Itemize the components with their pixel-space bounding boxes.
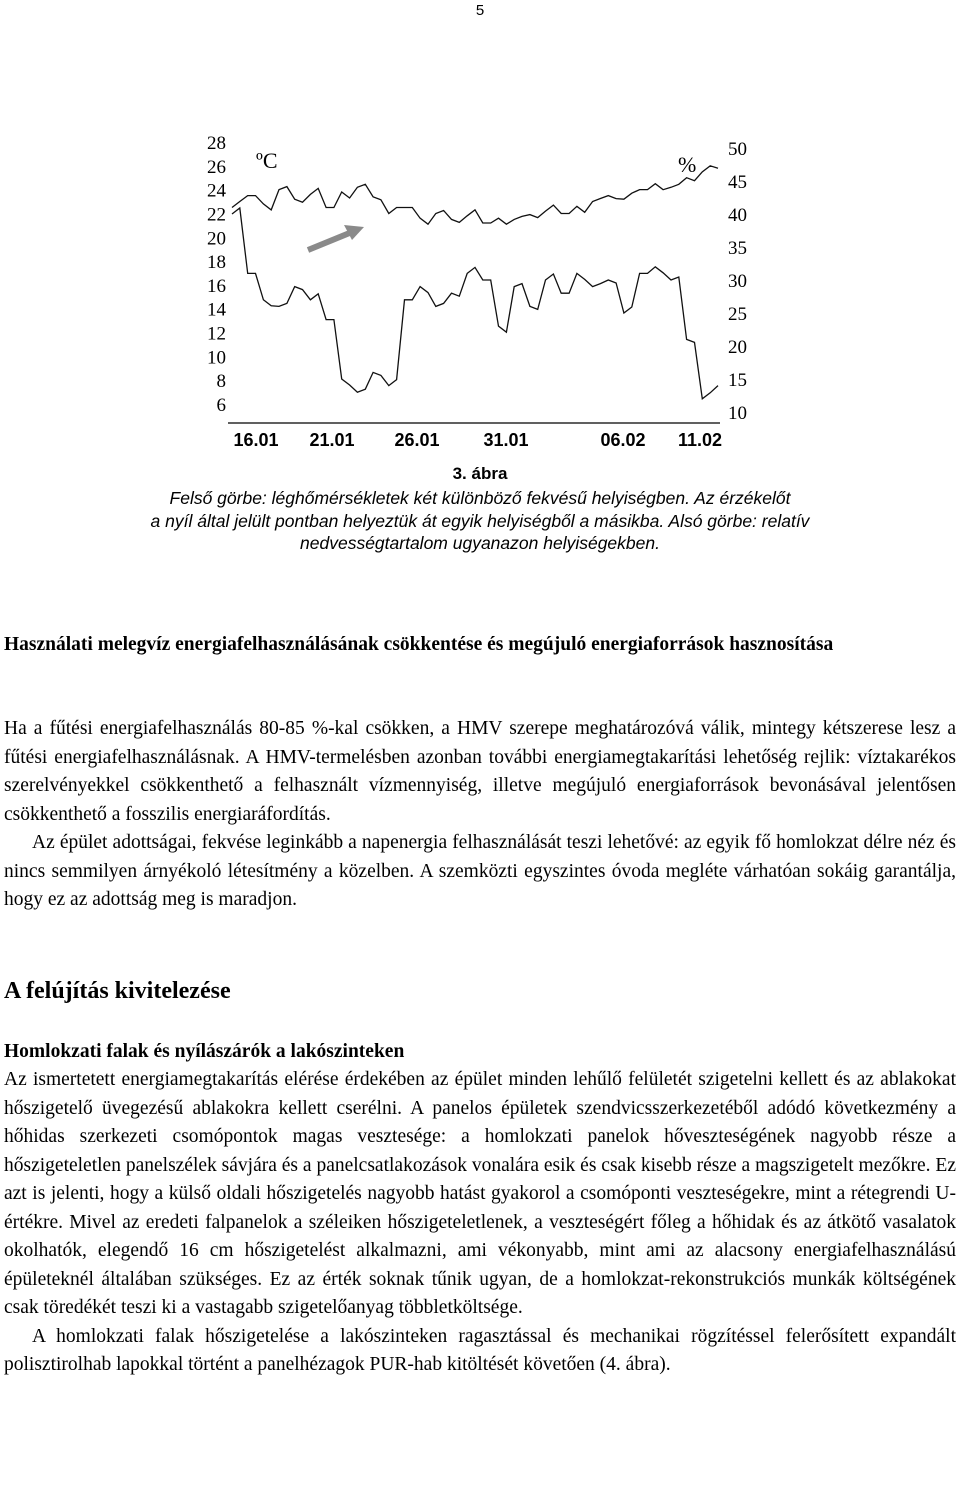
left-axis-tick-label: 6 [216, 395, 226, 416]
paragraph: Ha a fűtési energiafelhasználás 80-85 %-kal csökken, a HMV szerepe meghatározóvá válik, mintegy kétszerese lesz a fűtési energiafelhasználásnak. A HMV-termelésben azonban további energiamegtakarítási lehetőség rejlik: víztakarékos szerelvényekkel csökkenthető a felhasznált vízmennyiség, illetve megújuló energiaforrások bevonásával jelentősen csökkenthető a fosszilis energiaráfordítás. [4, 718, 956, 825]
caption-line: Felső görbe: léghőmérsékletek két különböző fekvésű helyiségben. Az érzékelőt [169, 488, 791, 508]
left-axis-tick-label: 24 [207, 180, 226, 202]
section-title: A felújítás kivitelezése [4, 978, 231, 1004]
right-axis-tick-label: 35 [728, 238, 747, 259]
x-axis-tick-label: 26.01 [394, 430, 440, 450]
subsection-heading: Homlokzati falak és nyílászárók a lakószinteken [4, 1041, 405, 1062]
x-axis-tick-label: 16.01 [233, 430, 279, 450]
left-axis-tick-label: 14 [207, 299, 226, 321]
right-axis-label: % [678, 152, 697, 177]
left-axis-tick-label: 18 [207, 252, 226, 274]
x-axis-tick-label: 06.02 [600, 430, 646, 450]
left-axis-tick-label: 16 [207, 275, 226, 297]
figure-caption [90, 487, 870, 555]
humidity-series-line [232, 208, 718, 399]
right-axis-tick-label: 40 [728, 205, 747, 226]
left-axis-tick-label: 28 [207, 133, 226, 154]
left-axis-tick-label: 8 [216, 371, 226, 393]
section-heading: Használati melegvíz energiafelhasználásának csökkentése és megújuló energiaforrások hasznosítása [4, 634, 834, 655]
relocation-arrow [308, 225, 364, 250]
right-axis-tick-label: 15 [728, 370, 747, 391]
left-axis-tick-label: 12 [207, 323, 226, 345]
right-axis-tick-label: 25 [728, 304, 747, 325]
section1-body [4, 715, 956, 915]
page-number: 5 [475, 2, 485, 19]
chart [170, 128, 770, 453]
right-axis-tick-label: 10 [728, 403, 747, 424]
right-axis-tick-label: 50 [728, 139, 747, 160]
left-axis-tick-label: 26 [207, 156, 226, 178]
left-axis-tick-label: 20 [207, 228, 226, 250]
x-axis-tick-label: 11.02 [677, 430, 723, 450]
x-axis-tick-label: 21.01 [309, 430, 355, 450]
left-axis-tick-label: 10 [207, 347, 226, 369]
figure-label: 3. ábra [452, 464, 508, 483]
right-axis-tick-label: 45 [728, 172, 747, 193]
caption-line: a nyíl által jelült pontban helyeztük át egyik helyiségből a másikba. Alsó görbe: relatív [150, 510, 810, 531]
right-axis-tick-label: 20 [728, 337, 747, 358]
right-axis-tick-label: 30 [728, 271, 747, 292]
paragraph: Az ismertetett energiamegtakarítás elérése érdekében az épület minden lehűlő felületét szigetelni kellett és az ablakokat hőszigetelő üvegezésű ablakokra kellett cserélni. A panelos épületek szendvicsszerkezetéből adódó következmény a hőhidas szerkezeti csomópontok magas vesztesége: a homlokzati panelok hőveszteségének nagyobb része a hőszigeteletlen panelszélek sávjára és a panelcsatlakozások vonalára esik és csak kisebb része a magszigetelt mezőkre. Ez azt is jelenti, hogy a külső oldali hőszigetelés nagyobb hatást gyakorol a csomóponti veszteségekre, mint a rétegrendi U-értékre. Mivel az eredeti falpanelok a széleiken hőszigeteletlenek, a veszteségért főleg a hőhidak és az átkötő vasalatok okolhatók, elegendő 16 cm hőszigetelést alkalmazni, ami vékonyabb, mint ami az alacsony energiafelhasználású épületeknél általában szükséges. Ez az érték soknak tűnik ugyan, de a homlokzat-rekonstrukciós munkák költségének csak töredékét teszi ki a vastagabb szigetelőanyag többletköltsége. [4, 1069, 956, 1318]
left-axis-label: ºC [256, 148, 278, 173]
section2-body [4, 1066, 956, 1380]
x-axis-tick-label: 31.01 [483, 430, 529, 450]
left-axis-tick-label: 22 [207, 204, 226, 226]
caption-line: nedvességtartalom ugyanazon helyiségekben. [300, 533, 660, 553]
paragraph: Az épület adottságai, fekvése leginkább a napenergia felhasználását teszi lehetővé: az egyik fő homlokzat délre néz és nincs semmilyen árnyékoló létesítmény a közelben. A szemközti egyszintes óvoda megléte várhatóan sokáig garantálja, hogy ez az adottság meg is maradjon. [4, 832, 956, 910]
paragraph: A homlokzati falak hőszigetelése a lakószinteken ragasztással és mechanikai rögzítéssel felerősített expandált polisztirolhab lapokkal történt a panelhézagok PUR-hab kitöltését követően (4. ábra). [4, 1325, 956, 1375]
temperature-series-line [232, 166, 718, 224]
